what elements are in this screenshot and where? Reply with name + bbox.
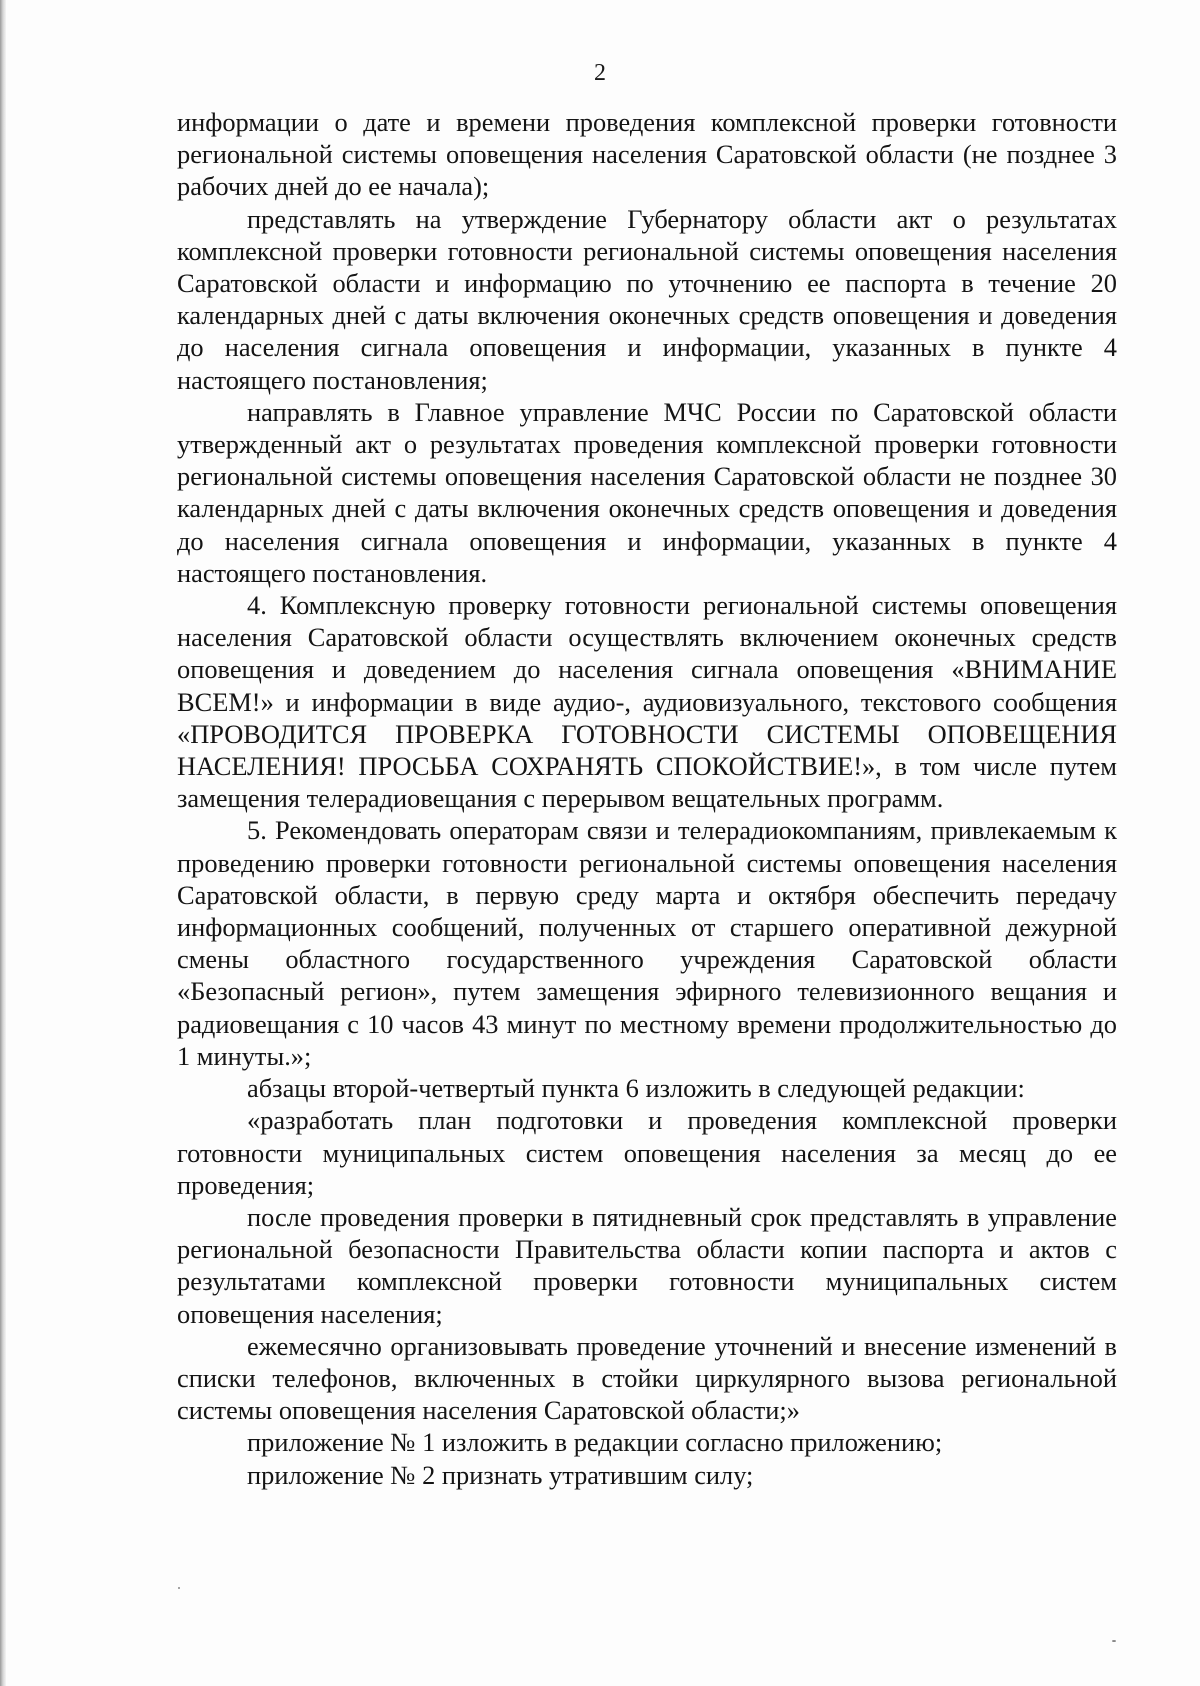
scan-speck bbox=[178, 1587, 180, 1589]
paragraph-after-check: после проведения проверки в пятидневный срок представлять в управление региональной безопасности Правительства области копии паспорта и актов с результатами комплексной проверки готовности муниципальных систем оповещения населения; bbox=[177, 1201, 1117, 1329]
document-body bbox=[177, 106, 1117, 1491]
scan-edge-shadow bbox=[0, 0, 6, 1686]
paragraph-item-4: 4. Комплексную проверку готовности региональной системы оповещения населения Саратовской области осуществлять включением оконечных средств оповещения и доведением до населения сигнала оповещения «ВНИМАНИЕ ВСЕМ!» и информации в виде аудио-, аудиовизуального, текстового сообщения «ПРОВОДИТСЯ ПРОВЕРКА ГОТОВНОСТИ СИСТЕМЫ ОПОВЕЩЕНИЯ НАСЕЛЕНИЯ! ПРОСЬБА СОХРАНЯТЬ СПОКОЙСТВИЕ!», в том числе путем замещения телерадиовещания с перерывом вещательных программ. bbox=[177, 590, 1117, 814]
paragraph-item-5: 5. Рекомендовать операторам связи и телерадиокомпаниям, привлекаемым к проведению проверки готовности региональной системы оповещения населения Саратовской области, в первую среду марта и октября обеспечить передачу информационных сообщений, полученных от старшего оперативной дежурной смены областного государственного учреждения Саратовской области «Безопасный регион», путем замещения эфирного телевизионного вещания и радиовещания с 10 часов 43 минут по местному времени продолжительностью до 1 минуты.»; bbox=[177, 815, 1117, 1071]
paragraph-submit-act: представлять на утверждение Губернатору области акт о результатах комплексной проверки готовности региональной системы оповещения населения Саратовской области и информацию по уточнению ее паспорта в течение 20 календарных дней с даты включения оконечных средств оповещения и доведения до населения сигнала оповещения и информации, указанных в пункте 4 настоящего постановления; bbox=[177, 203, 1117, 395]
paragraph-continuation: информации о дате и времени проведения комплексной проверки готовности региональной системы оповещения населения Саратовской области (не позднее 3 рабочих дней до ее начала); bbox=[177, 107, 1117, 202]
paragraph-send-act: направлять в Главное управление МЧС России по Саратовской области утвержденный акт о результатах проведения комплексной проверки готовности региональной системы оповещения населения Саратовской области не позднее 30 календарных дней с даты включения оконечных средств оповещения и доведения до населения сигнала оповещения и информации, указанных в пункте 4 настоящего постановления. bbox=[177, 396, 1117, 588]
paragraph-appendix-2: приложение № 2 признать утратившим силу; bbox=[247, 1459, 754, 1490]
paragraph-appendix-1: приложение № 1 изложить в редакции согласно приложению; bbox=[247, 1427, 943, 1458]
paragraph-monthly-updates: ежемесячно организовывать проведение уточнений и внесение изменений в списки телефонов, включенных в стойки циркулярного вызова региональной системы оповещения населения Саратовской области;» bbox=[177, 1330, 1117, 1426]
scan-speck bbox=[1112, 1640, 1116, 1642]
paragraph-item-6-intro: абзацы второй-четвертый пункта 6 изложить в следующей редакции: bbox=[247, 1073, 1025, 1104]
page-number: 2 bbox=[594, 60, 606, 86]
paragraph-develop-plan: «разработать план подготовки и проведения комплексной проверки готовности муниципальных систем оповещения населения за месяц до ее проведения; bbox=[177, 1105, 1117, 1200]
